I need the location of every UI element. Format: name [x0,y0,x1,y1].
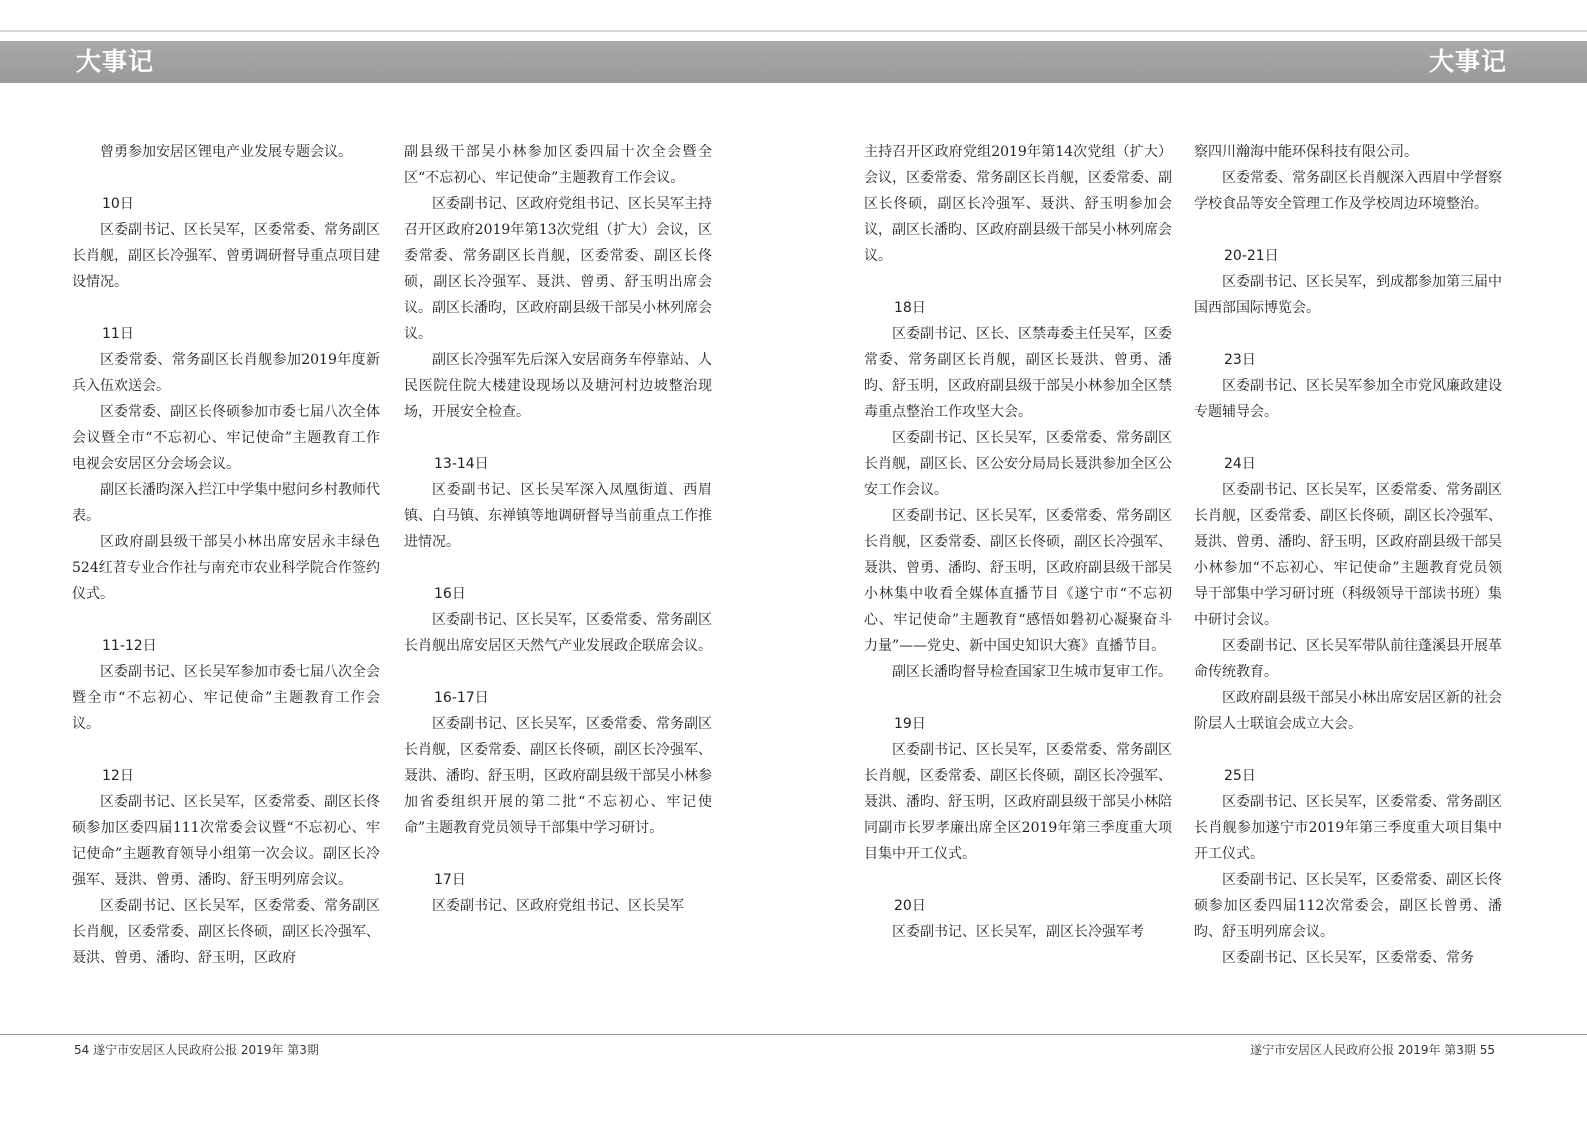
event-paragraph: 副区长潘昀督导检查国家卫生城市复审工作。 [892,664,1172,680]
event-paragraph: 区委副书记、区长吴军，区委常委、常务副区长肖舰，区委常委、副区长佟硕，副区长冷强军、聂洪、曾勇、潘昀、舒玉明，区政府 [72,898,380,966]
event-paragraph: 区委副书记、区长吴军，区委常委、常务副区长肖舰，区委常委、副区长佟硕，副区长冷强军、聂洪、潘昀、舒玉明，区政府副县级干部吴小林陪同副市长罗孝廉出席全区2019年第三季度重大项目集中开工仪式。 [864,742,1172,862]
event-paragraph: 区政府副县级干部吴小林出席安居区新的社会阶层人士联谊会成立大会。 [1194,690,1502,732]
date-heading: 19日 [894,716,926,732]
text-column-3 [864,139,1172,945]
date-heading: 25日 [1224,768,1256,784]
top-rule [0,30,1587,32]
event-paragraph: 区委副书记、区政府党组书记、区长吴军 [432,898,684,914]
footer-left-page-info: 54 遂宁市安居区人民政府公报 2019年 第3期 [74,1043,319,1057]
date-heading: 18日 [894,300,926,316]
event-paragraph: 区委副书记、区长吴军，区委常委、副区长佟硕参加区委四届111次常委会议暨“不忘初心、牢记使命”主题教育领导小组第一次会议。副区长冷强军、聂洪、曾勇、潘昀、舒玉明列席会议。 [72,794,380,888]
event-paragraph: 副区长冷强军先后深入安居商务车停靠站、人民医院住院大楼建设现场以及塘河村边坡整治现场，开展安全检查。 [404,352,712,420]
continued-paragraph: 察四川瀚海中能环保科技有限公司。 [1194,144,1418,160]
date-heading: 10日 [102,196,134,212]
bottom-rule [0,1034,1587,1035]
text-column-1 [72,139,380,971]
date-heading: 16-17日 [434,690,489,706]
footer-right-page-info: 遂宁市安居区人民政府公报 2019年 第3期 55 [1250,1043,1495,1057]
date-heading: 11-12日 [102,638,157,654]
text-column-2 [404,139,712,919]
text-column-4 [1194,139,1502,971]
event-paragraph: 区委副书记、区长吴军深入凤凰街道、西眉镇、白马镇、东禅镇等地调研督导当前重点工作推进情况。 [404,482,712,550]
event-paragraph: 区委副书记、区长吴军，区委常委、常务副区长肖舰，区委常委、副区长佟硕，副区长冷强军、聂洪、潘昀、舒玉明，区政府副县级干部吴小林参加省委组织开展的第二批“不忘初心、牢记使命”主题教育党员领导干部集中学习研讨。 [404,716,712,836]
date-heading: 16日 [434,586,466,602]
section-title-left: 大事记 [76,47,155,76]
event-paragraph: 区委常委、常务副区长肖舰参加2019年度新兵入伍欢送会。 [72,352,380,394]
event-paragraph: 区委副书记、区长、区禁毒委主任吴军，区委常委、常务副区长肖舰，副区长聂洪、曾勇、潘昀、舒玉明，区政府副县级干部吴小林参加全区禁毒重点整治工作攻坚大会。 [864,326,1172,420]
event-paragraph: 区委副书记、区长吴军，区委常委、常务副区长肖舰，区委常委、副区长佟硕，副区长冷强军、聂洪、曾勇、潘昀、舒玉明，区政府副县级干部吴小林集中收看全媒体直播节目《遂宁市“不忘初心、牢记使命”主题教育“感悟如磐初心凝聚奋斗力量”——党史、新中国史知识大赛》直播节目。 [864,508,1172,654]
date-heading: 20-21日 [1224,248,1279,264]
date-heading: 11日 [102,326,134,342]
event-paragraph: 区委副书记、区长吴军，区委常委、常务副区长肖舰，副区长冷强军、曾勇调研督导重点项目建设情况。 [72,222,380,290]
date-heading: 13-14日 [434,456,489,472]
event-paragraph: 区委副书记、区政府党组书记、区长吴军主持召开区政府2019年第13次党组（扩大）会议，区委常委、常务副区长肖舰，区委常委、副区长佟硕，副区长冷强军、聂洪、曾勇、舒玉明出席会议。副区长潘昀，区政府副县级干部吴小林列席会议。 [404,196,712,342]
event-paragraph: 区委常委、常务副区长肖舰深入西眉中学督察学校食品等安全管理工作及学校周边环境整治。 [1194,170,1502,212]
section-title-right: 大事记 [1428,47,1507,76]
date-heading: 17日 [434,872,466,888]
event-paragraph: 区委副书记、区长吴军，区委常委、常务副区长肖舰出席安居区天然气产业发展政企联席会议。 [404,612,712,654]
event-paragraph: 副区长潘昀深入拦江中学集中慰问乡村教师代表。 [72,482,380,524]
date-heading: 23日 [1224,352,1256,368]
event-paragraph: 区委副书记、区长吴军，副区长冷强军考 [892,924,1144,940]
event-paragraph: 区委副书记、区长吴军，到成都参加第三届中国西部国际博览会。 [1194,274,1502,316]
header-bar [0,41,1587,83]
event-paragraph: 区委副书记、区长吴军，区委常委、常务 [1222,950,1474,966]
event-paragraph: 区委副书记、区长吴军参加市委七届八次全会暨全市“不忘初心、牢记使命”主题教育工作会议。 [72,664,380,732]
date-heading: 20日 [894,898,926,914]
event-paragraph: 区委副书记、区长吴军参加全市党风廉政建设专题辅导会。 [1194,378,1502,420]
event-paragraph: 区委副书记、区长吴军带队前往蓬溪县开展革命传统教育。 [1194,638,1502,680]
event-paragraph: 曾勇参加安居区锂电产业发展专题会议。 [100,144,352,160]
event-paragraph: 区委副书记、区长吴军，区委常委、副区长佟硕参加区委四届112次常委会，副区长曾勇、潘昀、舒玉明列席会议。 [1194,872,1502,940]
continued-paragraph: 副县级干部吴小林参加区委四届十次全会暨全区“不忘初心、牢记使命”主题教育工作会议。 [404,144,712,186]
date-heading: 24日 [1224,456,1256,472]
event-paragraph: 区政府副县级干部吴小林出席安居永丰绿色524红苕专业合作社与南充市农业科学院合作签约仪式。 [72,534,380,602]
event-paragraph: 区委副书记、区长吴军，区委常委、常务副区长肖舰，区委常委、副区长佟硕，副区长冷强军、聂洪、曾勇、潘昀、舒玉明，区政府副县级干部吴小林参加“不忘初心、牢记使命”主题教育党员领导干部集中学习研讨班（科级领导干部读书班）集中研讨会议。 [1194,482,1502,628]
event-paragraph: 区委副书记、区长吴军，区委常委、常务副区长肖舰参加遂宁市2019年第三季度重大项目集中开工仪式。 [1194,794,1502,862]
continued-paragraph: 主持召开区政府党组2019年第14次党组（扩大）会议，区委常委、常务副区长肖舰，区委常委、副区长佟硕，副区长冷强军、聂洪、舒玉明参加会议，副区长潘昀、区政府副县级干部吴小林列席会议。 [864,144,1172,264]
event-paragraph: 区委常委、副区长佟硕参加市委七届八次全体会议暨全市“不忘初心、牢记使命”主题教育工作电视会安居区分会场会议。 [72,404,380,472]
date-heading: 12日 [102,768,134,784]
event-paragraph: 区委副书记、区长吴军，区委常委、常务副区长肖舰，副区长、区公安分局局长聂洪参加全区公安工作会议。 [864,430,1172,498]
